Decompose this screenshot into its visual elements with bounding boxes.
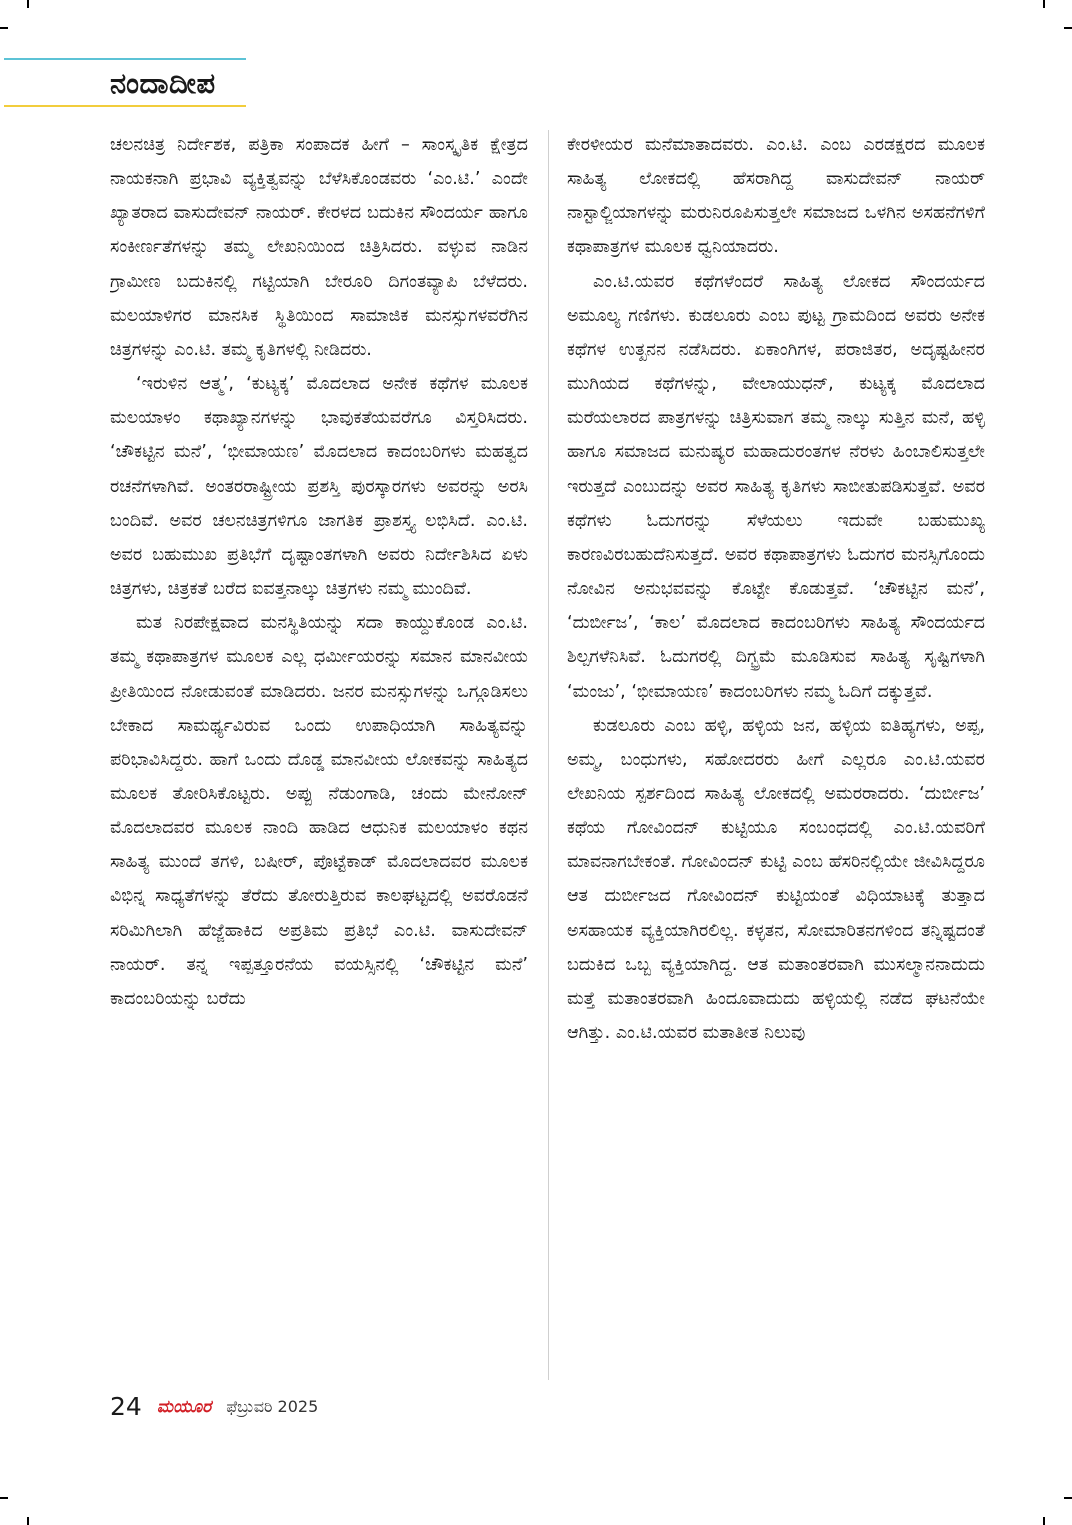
page-number: 24 xyxy=(110,1392,142,1421)
article-paragraph: ಚಲನಚಿತ್ರ ನಿರ್ದೇಶಕ, ಪತ್ರಿಕಾ ಸಂಪಾದಕ ಹೀಗೆ – ಸಾಂಸ್ಕೃತಿಕ ಕ್ಷೇತ್ರದ ನಾಯಕನಾಗಿ ಪ್ರಭಾವಿ ವ್ಯಕ್ತಿತ್ವವನ್ನು ಬೆಳೆಸಿಕೊಂಡವರು ‘ಎಂ.ಟಿ.’ ಎಂದೇ ಖ್ಯಾತರಾದ ವಾಸುದೇವನ್ ನಾಯರ್. ಕೇರಳದ ಬದುಕಿನ ಸೌಂದರ್ಯ ಹಾಗೂ ಸಂಕೀರ್ಣತೆಗಳನ್ನು ತಮ್ಮ ಲೇಖನಿಯಿಂದ ಚಿತ್ರಿಸಿದರು. ವಳ್ಳುವ ನಾಡಿನ ಗ್ರಾಮೀಣ ಬದುಕಿನಲ್ಲಿ ಗಟ್ಟಿಯಾಗಿ ಬೇರೂರಿ ದಿಗಂತವ್ಯಾಪಿ ಬೆಳೆದರು. ಮಲಯಾಳಿಗರ ಮಾನಸಿಕ ಸ್ಥಿತಿಯಿಂದ ಸಾಮಾಜಿಕ ಮನಸ್ಸುಗಳವರೆಗಿನ ಚಿತ್ರಗಳನ್ನು ಎಂ.ಟಿ. ತಮ್ಮ ಕೃತಿಗಳಲ್ಲಿ ನೀಡಿದರು. xyxy=(110,135,528,360)
crop-mark xyxy=(1064,1497,1072,1499)
section-title: ನಂದಾದೀಪ xyxy=(110,66,216,100)
header-rule-top xyxy=(4,58,246,60)
section-header xyxy=(0,58,248,108)
header-rule-bottom xyxy=(4,105,246,107)
magazine-logo: ಮಯೂರ xyxy=(156,1396,212,1417)
article-paragraph: ಎಂ.ಟಿ.ಯವರ ಕಥೆಗಳೆಂದರೆ ಸಾಹಿತ್ಯ ಲೋಕದ ಸೌಂದರ್ಯದ ಅಮೂಲ್ಯ ಗಣಿಗಳು. ಕುಡಲೂರು ಎಂಬ ಪುಟ್ಟ ಗ್ರಾಮದಿಂದ ಅವರು ಅನೇಕ ಕಥೆಗಳ ಉತ್ಖನನ ನಡೆಸಿದರು. ಏಕಾಂಗಿಗಳ, ಪರಾಜಿತರ, ಅದೃಷ್ಟಹೀನರ ಮುಗಿಯದ ಕಥೆಗಳನ್ನು, ವೇಲಾಯುಧನ್, ಕುಟ್ಯಕ್ಕ ಮೊದಲಾದ ಮರೆಯಲಾರದ ಪಾತ್ರಗಳನ್ನು ಚಿತ್ರಿಸುವಾಗ ತಮ್ಮ ನಾಲ್ಕು ಸುತ್ತಿನ ಮನೆ, ಹಳ್ಳಿ ಹಾಗೂ ಸಮಾಜದ ಮನುಷ್ಯರ ಮಹಾದುರಂತಗಳ ನೆರಳು ಹಿಂಬಾಲಿಸುತ್ತಲೇ ಇರುತ್ತದೆ ಎಂಬುದನ್ನು ಅವರ ಸಾಹಿತ್ಯ ಕೃತಿಗಳು ಸಾಬೀತುಪಡಿಸುತ್ತವೆ. ಅವರ ಕಥೆಗಳು ಓದುಗರನ್ನು ಸೆಳೆಯಲು ಇದುವೇ ಬಹುಮುಖ್ಯ ಕಾರಣವಿರಬಹುದೆನಿಸುತ್ತದೆ. ಅವರ ಕಥಾಪಾತ್ರಗಳು ಓದುಗರ ಮನಸ್ಸಿಗೊಂದು ನೋವಿನ ಅನುಭವವನ್ನು ಕೊಟ್ಟೇ ಕೊಡುತ್ತವೆ. ‘ಚೌಕಟ್ಟಿನ ಮನೆ’, ‘ದುರ್ಬೀಜ’, ‘ಕಾಲ’ ಮೊದಲಾದ ಕಾದಂಬರಿಗಳು ಸಾಹಿತ್ಯ ಸೌಂದರ್ಯದ ಶಿಲ್ಪಗಳೆನಿಸಿವೆ. ಓದುಗರಲ್ಲಿ ದಿಗ್ಭ್ರಮೆ ಮೂಡಿಸುವ ಸಾಹಿತ್ಯ ಸೃಷ್ಟಿಗಳಾಗಿ ‘ಮಂಜು’, ‘ಭೀಮಾಯಣ’ ಕಾದಂಬರಿಗಳು ನಮ್ಮ ಓದಿಗೆ ದಕ್ಕುತ್ತವೆ. xyxy=(567,271,985,702)
article-paragraph: ‘ಇರುಳಿನ ಆತ್ಮ’, ‘ಕುಟ್ಯಕ್ಕ’ ಮೊದಲಾದ ಅನೇಕ ಕಥೆಗಳ ಮೂಲಕ ಮಲಯಾಳಂ ಕಥಾಖ್ಯಾನಗಳನ್ನು ಭಾವುಕತೆಯವರೆಗೂ ವಿಸ್ತರಿಸಿದರು. ‘ಚೌಕಟ್ಟಿನ ಮನೆ’, ‘ಭೀಮಾಯಣ’ ಮೊದಲಾದ ಕಾದಂಬರಿಗಳು ಮಹತ್ವದ ರಚನೆಗಳಾಗಿವೆ. ಅಂತರರಾಷ್ಟ್ರೀಯ ಪ್ರಶಸ್ತಿ ಪುರಸ್ಕಾರಗಳು ಅವರನ್ನು ಅರಸಿ ಬಂದಿವೆ. ಅವರ ಚಲನಚಿತ್ರಗಳಿಗೂ ಜಾಗತಿಕ ಪ್ರಾಶಸ್ತ್ಯ ಲಭಿಸಿದೆ. ಎಂ.ಟಿ. ಅವರ ಬಹುಮುಖ ಪ್ರತಿಭೆಗೆ ದೃಷ್ಟಾಂತಗಳಾಗಿ ಅವರು ನಿರ್ದೇಶಿಸಿದ ಏಳು ಚಿತ್ರಗಳು, ಚಿತ್ರಕತೆ ಬರೆದ ಐವತ್ತನಾಲ್ಕು ಚಿತ್ರಗಳು ನಮ್ಮ ಮುಂದಿವೆ. xyxy=(110,374,528,600)
article-paragraph: ಮತ ನಿರಪೇಕ್ಷವಾದ ಮನಸ್ಥಿತಿಯನ್ನು ಸದಾ ಕಾಯ್ದುಕೊಂಡ ಎಂ.ಟಿ. ತಮ್ಮ ಕಥಾಪಾತ್ರಗಳ ಮೂಲಕ ಎಲ್ಲ ಧರ್ಮೀಯರನ್ನು ಸಮಾನ ಮಾನವೀಯ ಪ್ರೀತಿಯಿಂದ ನೋಡುವಂತೆ ಮಾಡಿದರು. ಜನರ ಮನಸ್ಸುಗಳನ್ನು ಒಗ್ಗೂಡಿಸಲು ಬೇಕಾದ ಸಾಮರ್ಥ್ಯವಿರುವ ಒಂದು ಉಪಾಧಿಯಾಗಿ ಸಾಹಿತ್ಯವನ್ನು ಪರಿಭಾವಿಸಿದ್ದರು. ಹಾಗೆ ಒಂದು ದೊಡ್ಡ ಮಾನವೀಯ ಲೋಕವನ್ನು ಸಾಹಿತ್ಯದ ಮೂಲಕ ತೋರಿಸಿಕೊಟ್ಟರು. ಅಪ್ಪು ನೆಡುಂಗಾಡಿ, ಚಂದು ಮೇನೋನ್ ಮೊದಲಾದವರ ಮೂಲಕ ನಾಂದಿ ಹಾಡಿದ ಆಧುನಿಕ ಮಲಯಾಳಂ ಕಥನ ಸಾಹಿತ್ಯ ಮುಂದೆ ತಗಳಿ, ಬಷೀರ್, ಪೊಟ್ಟೆಕಾಡ್ ಮೊದಲಾದವರ ಮೂಲಕ ವಿಭಿನ್ನ ಸಾಧ್ಯತೆಗಳನ್ನು ತೆರೆದು ತೋರುತ್ತಿರುವ ಕಾಲಘಟ್ಟದಲ್ಲಿ ಅವರೊಡನೆ ಸರಿಮಿಗಿಲಾಗಿ ಹೆಜ್ಜೆಹಾಕಿದ ಅಪ್ರತಿಮ ಪ್ರತಿಭೆ ಎಂ.ಟಿ. ವಾಸುದೇವನ್ ನಾಯರ್. ತನ್ನ ಇಪ್ಪತ್ತೂರನೆಯ ವಯಸ್ಸಿನಲ್ಲಿ ‘ಚೌಕಟ್ಟಿನ ಮನೆ’ ಕಾದಂಬರಿಯನ್ನು ಬರೆದು xyxy=(110,613,528,1009)
article-paragraph: ಕುಡಲೂರು ಎಂಬ ಹಳ್ಳಿ, ಹಳ್ಳಿಯ ಜನ, ಹಳ್ಳಿಯ ಐತಿಹ್ಯಗಳು, ಅಪ್ಪ, ಅಮ್ಮ, ಬಂಧುಗಳು, ಸಹೋದರರು ಹೀಗೆ ಎಲ್ಲರೂ ಎಂ.ಟಿ.ಯವರ ಲೇಖನಿಯ ಸ್ಪರ್ಶದಿಂದ ಸಾಹಿತ್ಯ ಲೋಕದಲ್ಲಿ ಅಮರರಾದರು. ‘ದುರ್ಬೀಜ’ ಕಥೆಯ ಗೋವಿಂದನ್ ಕುಟ್ಟಿಯೂ ಸಂಬಂಧದಲ್ಲಿ ಎಂ.ಟಿ.ಯವರಿಗೆ ಮಾವನಾಗಬೇಕಂತೆ. ಗೋವಿಂದನ್ ಕುಟ್ಟಿ ಎಂಬ ಹೆಸರಿನಲ್ಲಿಯೇ ಜೀವಿಸಿದ್ದರೂ ಆತ ದುರ್ಬೀಜದ ಗೋವಿಂದನ್ ಕುಟ್ಟಿಯಂತೆ ವಿಧಿಯಾಟಕ್ಕೆ ತುತ್ತಾದ ಅಸಹಾಯಕ ವ್ಯಕ್ತಿಯಾಗಿರಲಿಲ್ಲ. ಕಳ್ಳತನ, ಸೋಮಾರಿತನಗಳಿಂದ ತನ್ನಿಷ್ಟದಂತೆ ಬದುಕಿದ ಒಬ್ಬ ವ್ಯಕ್ತಿಯಾಗಿದ್ದ. ಆತ ಮತಾಂತರವಾಗಿ ಮುಸಲ್ಮಾನನಾದುದು ಮತ್ತೆ ಮತಾಂತರವಾಗಿ ಹಿಂದೂವಾದುದು ಹಳ್ಳಿಯಲ್ಲಿ ನಡೆದ ಘಟನೆಯೇ ಆಗಿತ್ತು. ಎಂ.ಟಿ.ಯವರ ಮತಾತೀತ ನಿಲುವು xyxy=(567,715,985,1044)
page-footer xyxy=(110,1392,318,1428)
crop-mark xyxy=(27,0,29,8)
article-paragraph: ಕೇರಳೀಯರ ಮನೆಮಾತಾದವರು. ಎಂ.ಟಿ. ಎಂಬ ಎರಡಕ್ಷರದ ಮೂಲಕ ಸಾಹಿತ್ಯ ಲೋಕದಲ್ಲಿ ಹೆಸರಾಗಿದ್ದ ವಾಸುದೇವನ್ ನಾಯರ್ ನಾಸ್ಟಾಲ್ಜಿಯಾಗಳನ್ನು ಮರುನಿರೂಪಿಸುತ್ತಲೇ ಸಮಾಜದ ಒಳಗಿನ ಅಸಹನೆಗಳಿಗೆ ಕಥಾಪಾತ್ರಗಳ ಮೂಲಕ ಧ್ವನಿಯಾದರು. xyxy=(567,135,985,258)
crop-mark xyxy=(27,1517,29,1525)
column-divider xyxy=(548,130,549,1380)
crop-mark xyxy=(1043,1517,1045,1525)
crop-mark xyxy=(0,27,8,29)
issue-date: ಫೆಬ್ರುವರಿ 2025 xyxy=(226,1396,319,1416)
crop-mark xyxy=(1043,0,1045,8)
article-column-left xyxy=(110,128,528,1380)
crop-mark xyxy=(1064,27,1072,29)
article-column-right xyxy=(567,128,985,1380)
crop-mark xyxy=(0,1497,8,1499)
